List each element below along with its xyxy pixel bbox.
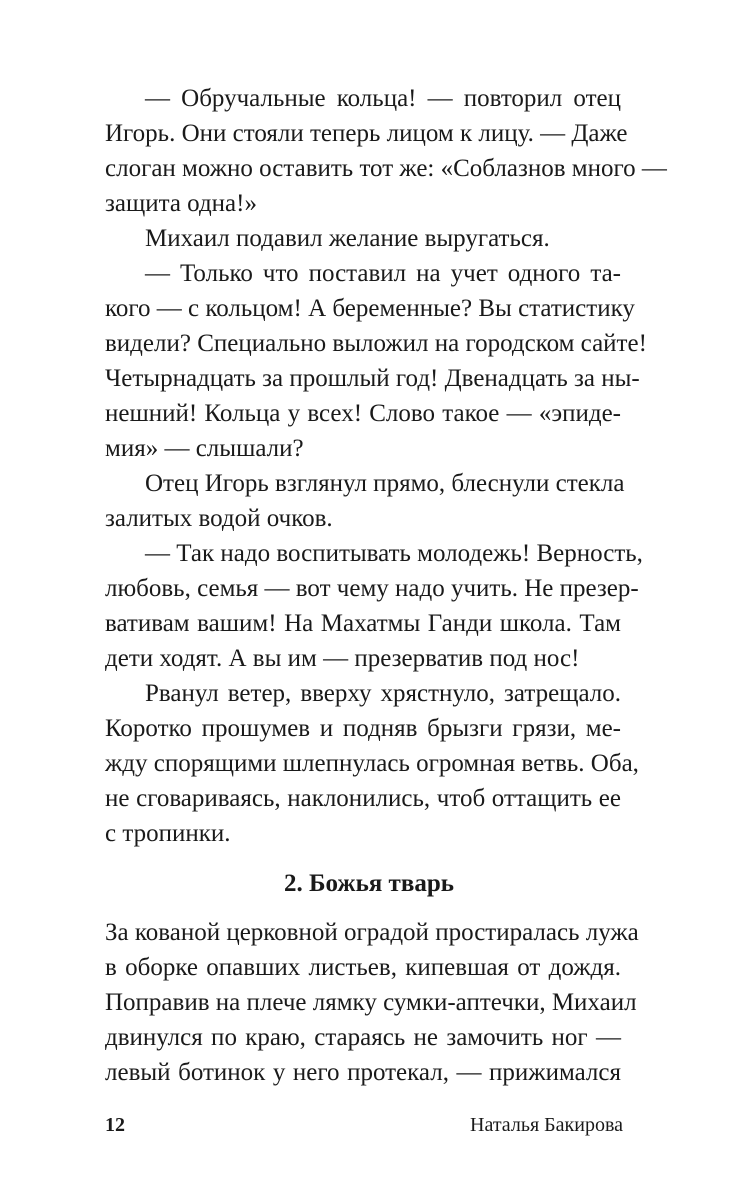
text-line: За кованой церковной оградой простиралась лужа xyxy=(105,919,639,946)
text-line: не сговариваясь, наклонились, чтоб оттащить ее xyxy=(105,785,621,812)
text-line: жду спорящими шлепнулась огромная ветвь. Оба, xyxy=(105,750,639,777)
text-line: Поправив на плече лямку сумки-аптечки, Михаил xyxy=(105,989,637,1016)
text-line: левый ботинок у него протекал, — прижимался xyxy=(105,1059,621,1086)
text-line: — Так надо воспитывать молодежь! Верность, xyxy=(145,540,643,567)
text-line: слоган можно оставить тот же: «Соблазнов много — xyxy=(105,155,667,182)
text-line: дети ходят. А вы им — презерватив под нос! xyxy=(105,645,580,672)
text-line: — Только что поставил на учет одного та- xyxy=(145,260,621,287)
text-line: Четырнадцать за прошлый год! Двенадцать за ны- xyxy=(105,365,640,392)
text-line: мия» — слышали? xyxy=(105,435,304,462)
running-footer-author: Наталья Бакирова xyxy=(470,1114,623,1136)
text-line: защита одна!» xyxy=(105,190,257,217)
text-line: двинулся по краю, стараясь не замочить ног — xyxy=(105,1024,621,1051)
text-line: любовь, семья — вот чему надо учить. Не презер- xyxy=(105,575,639,602)
text-line: вативам вашим! На Махатмы Ганди школа. Там xyxy=(105,610,621,637)
text-line: кого — с кольцом! А беременные? Вы статистику xyxy=(105,295,635,322)
text-line: Коротко прошумев и подняв брызги грязи, ме- xyxy=(105,715,621,742)
text-line: Рванул ветер, вверху хрястнуло, затрещало. xyxy=(145,680,621,707)
text-line: Игорь. Они стояли теперь лицом к лицу. — Даже xyxy=(105,120,628,147)
text-line: с тропинки. xyxy=(105,820,231,847)
chapter-heading: 2. Божья тварь xyxy=(284,870,454,897)
text-line: залитых водой очков. xyxy=(105,505,333,532)
text-line: Михаил подавил желание выругаться. xyxy=(145,225,550,252)
text-line: в оборке опавших листьев, кипевшая от дождя. xyxy=(105,954,621,981)
text-line: видели? Специально выложил на городском сайте! xyxy=(105,330,647,357)
page-number: 12 xyxy=(105,1114,125,1136)
text-line: нешний! Кольца у всех! Слово такое — «эпиде- xyxy=(105,400,621,427)
text-line: — Обручальные кольца! — повторил отец xyxy=(145,85,621,112)
text-line: Отец Игорь взглянул прямо, блеснули стекла xyxy=(145,470,625,497)
